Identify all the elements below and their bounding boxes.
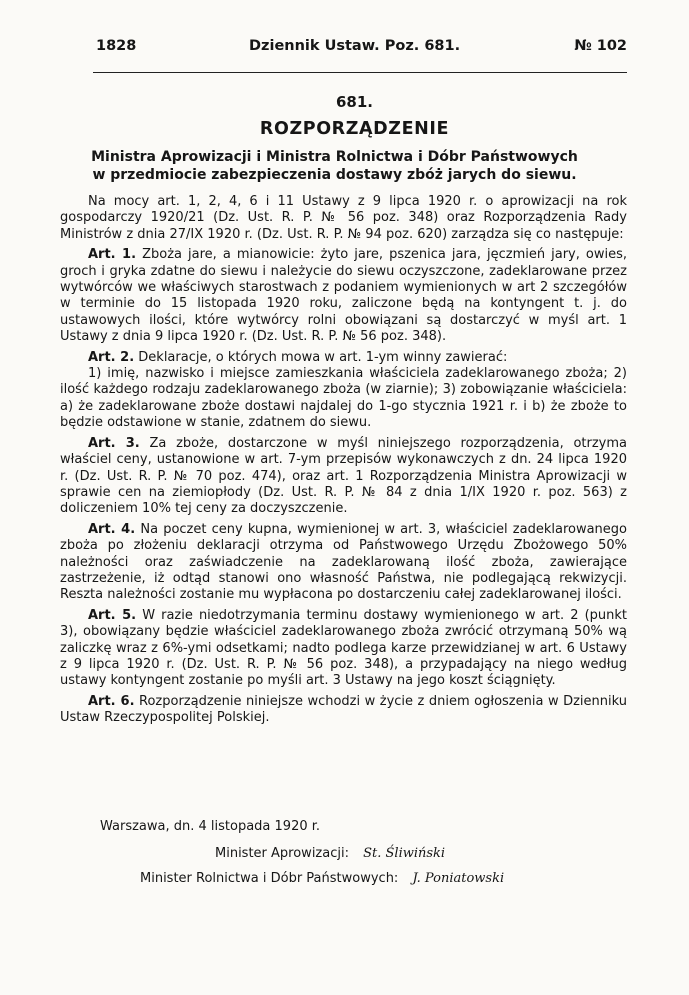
- article-text: Rozporządzenie niniejsze wchodzi w życie z dniem ogłoszenia w Dzienniku Ustaw Rzeczypospolitej Polskiej.: [60, 693, 627, 726]
- signature-role: Minister Rolnictwa i Dóbr Państwowych:: [140, 871, 399, 886]
- article-label: Art. 5.: [88, 607, 137, 623]
- signature-name: J. Poniatowski: [412, 871, 505, 886]
- header-rule: [93, 72, 627, 73]
- document-body: [60, 194, 627, 731]
- article-text: Deklaracje, o których mowa w art. 1-ym winny zawierać:: [138, 349, 508, 365]
- document-subtitle-line1: Ministra Aprowizacji i Ministra Rolnictwa i Dóbr Państwowych: [91, 149, 578, 165]
- intro-paragraph: Na mocy art. 1, 2, 4, 6 i 11 Ustawy z 9 lipca 1920 r. o aprowizacji na rok gospodarczy 1920/21 (Dz. Ust. R. P. № 56 poz. 348) oraz Rozporządzenia Rady Ministrów z dnia 27/IX 1920 r. (Dz. Ust. R. P. № 94 poz. 620) zarządza się co następuje:: [60, 194, 627, 242]
- article-text: Za zboże, dostarczone w myśl niniejszego rozporządzenia, otrzyma właściel ceny, ustanowione w art. 7-ym przepisów wykonawczych z dn. 24 lipca 1920 r. (Dz. Ust. R. P. № 70 poz. 474), oraz art. 1 Rozporządzenia Ministra Aprowizacji w sprawie cen na ziemiopłody (Dz. Ust. R. P. № 84 z dnia 1/IX 1920 r. poz. 563) z doliczeniem 10% tej ceny za doczyszczenie.: [60, 435, 628, 517]
- document-title: ROZPORZĄDZENIE: [259, 119, 450, 139]
- article-text: W razie niedotrzymania terminu dostawy wymienionego w art. 2 (punkt 3), obowiązany będzie właściciel zadeklarowanego zboża zwrócić otrzymaną 50% wą zaliczkę wraz z 6%-ymi odsetkami; nadto podlega karze przewidzianej w art. 6 Ustawy z 9 lipca 1920 r. (Dz. Ust. R. P. № 56 poz. 348), a przypadający na niego według ustawy kontyngent zostanie po myśli art. 3 Ustawy na jego koszt ściągnięty.: [60, 607, 628, 689]
- journal-title: Dziennik Ustaw. Poz. 681.: [249, 38, 461, 54]
- position-number: 681.: [335, 93, 373, 111]
- article-text: Na poczet ceny kupna, wymienionej w art. 3, właściciel zadeklarowanego zboża po złożeniu deklaracji otrzyma od Państwowego Urzędu Zbożowego 50% należności oraz zaświadczenie na zadeklarowaną ilość zboża, zawierające zastrzeżenie, iż odtąd stanowi ono własność Państwa, nie podlegającą rekwizycji. Reszta należności zostanie mu wypłacona po dostarczeniu całej zadeklarowanej ilości.: [60, 521, 628, 603]
- issue-number: № 102: [574, 38, 627, 54]
- article-label: Art. 3.: [88, 435, 140, 451]
- article-label: Art. 4.: [88, 521, 136, 537]
- article-4: [60, 522, 627, 604]
- place-date: Warszawa, dn. 4 listopada 1920 r.: [100, 819, 321, 834]
- article-2-items: 1) imię, nazwisko i miejsce zamieszkania właściciela zadeklarowanego zboża; 2) ilość każdego rodzaju zadeklarowanego zboża (w ziarnie); 3) zobowiązanie właściciela: a) że zadeklarowane zboże dostawi najdalej do 1-go stycznia 1921 r. i b) że zboże to będzie odstawione w stanie, zdatnem do siewu.: [60, 366, 627, 431]
- article-5: [60, 608, 627, 690]
- article-2: [60, 350, 627, 366]
- article-label: Art. 6.: [88, 693, 135, 709]
- article-label: Art. 2.: [88, 349, 135, 365]
- signature-name: St. Śliwiński: [363, 846, 446, 861]
- signature-2: [140, 871, 504, 886]
- document-subtitle-line2: w przedmiocie zabezpieczenia dostawy zbóż jarych do siewu.: [92, 167, 577, 183]
- article-text: Zboża jare, a mianowicie: żyto jare, pszenica jara, jęczmień jary, owies, groch i gryka zdatne do siewu i należycie do siewu oczyszczone, zadeklarowane przez wytwórców we właściwych starostwach z podaniem wymienionych w art 2 szczegółów w terminie do 15 listopada 1920 roku, zaliczone będą na kontyngent t. j. do ustawowych ilości, które wytwórcy rolni obowiązani są dostarczyć w myśl art. 1 Ustawy z dnia 9 lipca 1920 r. (Dz. Ust. R. P. № 56 poz. 348).: [60, 247, 628, 345]
- article-label: Art. 1.: [88, 247, 137, 263]
- page-header: [96, 38, 627, 60]
- page-number: 1828: [96, 38, 137, 54]
- signature-1: [215, 846, 445, 861]
- article-1: [60, 247, 627, 345]
- article-3: [60, 436, 627, 518]
- article-6: [60, 694, 627, 727]
- signature-role: Minister Aprowizacji:: [215, 846, 349, 861]
